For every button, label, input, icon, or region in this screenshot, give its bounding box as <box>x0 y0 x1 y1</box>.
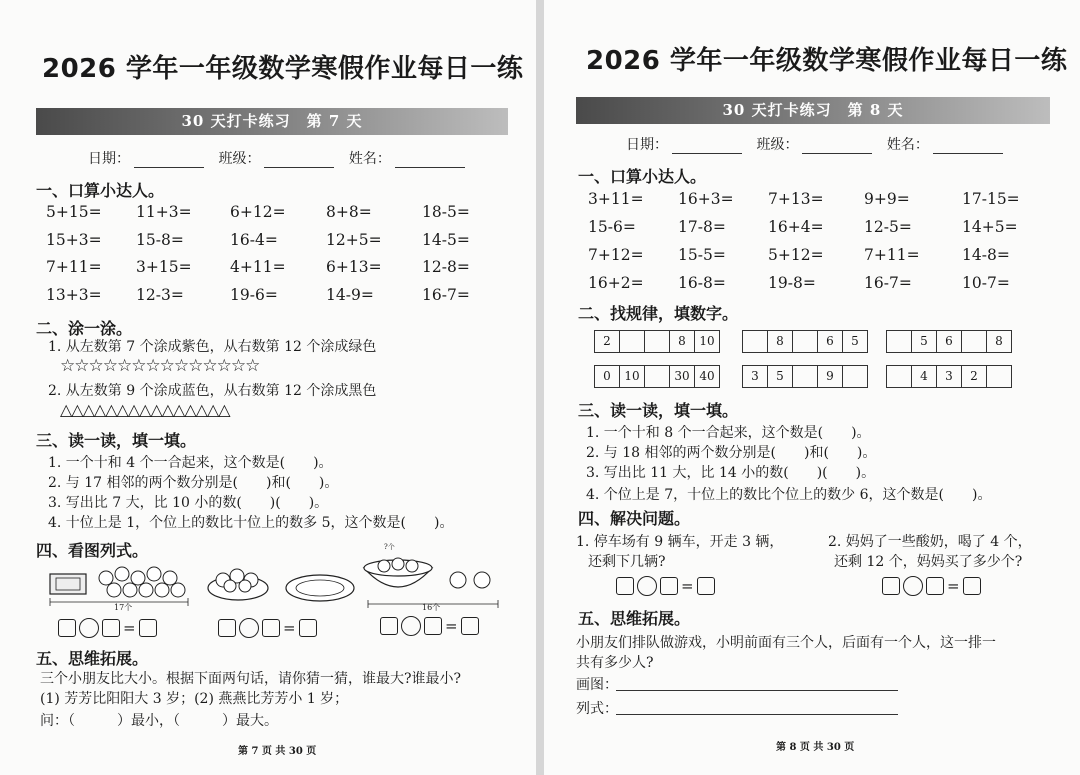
sequence-cell[interactable]: 8 <box>986 331 1011 352</box>
triangle-row[interactable]: △△△△△△△△△△△△△△△ <box>60 400 230 419</box>
worksheet-page-day8 <box>544 0 1080 775</box>
fill-item-1: 1. 一个十和 8 个一合起来，这个数是( )。 <box>586 425 871 441</box>
problem-2-line-1: 2. 妈妈了一些酸奶，喝了 4 个， <box>828 534 1032 550</box>
class-field[interactable] <box>802 139 872 154</box>
sequence-cell[interactable]: 10 <box>619 366 644 387</box>
calc-item[interactable]: 5+15= <box>46 203 102 221</box>
day-banner: 30 天打卡练习 第 7 天 <box>36 108 508 135</box>
calc-item[interactable]: 15+3= <box>46 230 102 249</box>
sequence-cell[interactable] <box>644 366 669 387</box>
calc-item[interactable]: 3+15= <box>136 258 192 276</box>
calc-item[interactable]: 14-8= <box>962 246 1010 264</box>
calc-item[interactable]: 7+13= <box>768 190 824 208</box>
sequence-cell[interactable] <box>887 366 911 387</box>
calc-item[interactable]: 6+12= <box>230 203 286 221</box>
fill-item-2: 2. 与 17 相邻的两个数分别是( )和( )。 <box>48 475 339 491</box>
calc-item[interactable]: 7+11= <box>46 258 102 276</box>
sequence-cell[interactable]: 2 <box>961 366 986 387</box>
operator-circle[interactable] <box>239 618 259 638</box>
equation-boxes-1[interactable]: = <box>58 618 157 638</box>
calc-item[interactable]: 16-8= <box>678 274 726 292</box>
unknown-count-label: ?个 <box>384 543 395 551</box>
calc-item[interactable]: 3+11= <box>588 190 644 208</box>
number-box[interactable] <box>58 619 76 637</box>
sequence-cell[interactable]: 6 <box>936 331 961 352</box>
star-row[interactable]: ☆☆☆☆☆☆☆☆☆☆☆☆☆☆ <box>60 356 260 376</box>
thinking-line-2: (1) 芳芳比阳阳大 3 岁；(2) 燕燕比芳芳小 1 岁； <box>40 691 349 707</box>
sequence-cell[interactable] <box>792 331 817 352</box>
calc-item[interactable]: 17-15= <box>962 190 1020 208</box>
section-1-title: 一、口算小达人。 <box>578 167 707 186</box>
answer-box[interactable] <box>963 577 981 595</box>
fill-item-4: 4. 个位上是 7，十位上的数比个位上的数少 6，这个数是( )。 <box>586 487 992 503</box>
sequence-cell[interactable]: 30 <box>669 366 694 387</box>
fill-item-1: 1. 一个十和 4 个一合起来，这个数是( )。 <box>48 455 333 471</box>
thinking-line-1: 小朋友们排队做游戏，小明前面有三个人，后面有一个人，这一排一 <box>576 635 996 651</box>
section-2-title: 二、涂一涂。 <box>36 319 133 338</box>
section-5-title: 五、思维拓展。 <box>36 649 149 668</box>
sequence-cell[interactable]: 5 <box>911 331 936 352</box>
number-box[interactable] <box>218 619 236 637</box>
sequence-cell[interactable]: 6 <box>817 331 842 352</box>
operator-circle[interactable] <box>401 616 421 636</box>
calc-item[interactable]: 8+8= <box>326 203 372 221</box>
number-sequence <box>742 365 868 388</box>
name-field[interactable] <box>933 139 1003 154</box>
section-1-title: 一、口算小达人。 <box>36 181 165 200</box>
drawing-answer-line[interactable] <box>616 674 898 691</box>
calc-item[interactable]: 9+9= <box>864 190 910 208</box>
section-2-title: 二、找规律，填数字。 <box>578 304 739 323</box>
number-sequence <box>886 330 1012 353</box>
calc-item[interactable]: 13+3= <box>46 285 102 304</box>
coloring-question-2: 2. 从左数第 9 个涂成蓝色，从右数第 12 个涂成黑色 <box>48 383 377 399</box>
operator-circle[interactable] <box>79 618 99 638</box>
sequence-cell[interactable]: 5 <box>842 331 867 352</box>
problem-1-line-2: 还剩下几辆? <box>588 554 666 570</box>
student-info-row: 日期： 班级： 姓名： <box>88 148 475 168</box>
coloring-question-1: 1. 从左数第 7 个涂成紫色，从右数第 12 个涂成绿色 <box>48 339 377 355</box>
sequence-cell[interactable]: 2 <box>603 334 611 348</box>
problem-1-line-1: 1. 停车场有 9 辆车，开走 3 辆， <box>576 534 784 550</box>
class-field[interactable] <box>264 153 334 168</box>
name-field[interactable] <box>395 153 465 168</box>
operator-circle[interactable] <box>903 576 923 596</box>
thinking-line-1: 三个小朋友比大小。根据下面两句话，请你猜一猜，谁最大?谁最小? <box>40 671 462 687</box>
section-4-title: 四、看图列式。 <box>36 541 149 560</box>
thinking-line-2: 共有多少人? <box>576 655 654 671</box>
calc-item[interactable]: 19-6= <box>230 285 278 304</box>
calc-item[interactable]: 18-5= <box>422 203 470 221</box>
total-16-label: 16个 <box>422 603 441 612</box>
fill-item-3: 3. 写出比 11 大，比 14 小的数( )( )。 <box>586 465 876 481</box>
page-number: 第 7 页 共 30 页 <box>238 746 317 757</box>
number-box[interactable] <box>882 577 900 595</box>
sequence-cell[interactable] <box>792 366 817 387</box>
number-box[interactable] <box>424 617 442 635</box>
page-title: 2026 学年一年级数学寒假作业每日一练 <box>586 46 1068 76</box>
calc-item[interactable]: 16+2= <box>588 274 644 292</box>
answer-box[interactable] <box>697 577 715 595</box>
number-sequence <box>594 365 720 388</box>
calc-item[interactable]: 7+11= <box>864 246 920 264</box>
calc-item[interactable]: 11+3= <box>136 203 192 221</box>
number-box[interactable] <box>660 577 678 595</box>
sequence-cell[interactable] <box>644 331 669 352</box>
calc-item[interactable]: 15-5= <box>678 246 726 264</box>
student-info-row: 日期： 班级： 姓名： <box>626 134 1013 154</box>
sequence-cell[interactable]: 3 <box>936 366 961 387</box>
sequence-cell[interactable]: 5 <box>767 366 792 387</box>
answer-box[interactable] <box>139 619 157 637</box>
number-box[interactable] <box>616 577 634 595</box>
calc-item[interactable]: 16-7= <box>864 274 912 292</box>
answer-box[interactable] <box>299 619 317 637</box>
fill-item-3: 3. 写出比 7 大，比 10 小的数( )( )。 <box>48 495 329 511</box>
number-box[interactable] <box>926 577 944 595</box>
sequence-cell[interactable]: 3 <box>751 369 759 383</box>
number-box[interactable] <box>102 619 120 637</box>
thinking-question[interactable]: 问：（ ）最小，（ ）最大。 <box>40 713 278 729</box>
problem-2-line-2: 还剩 12 个，妈妈买了多少个? <box>834 554 1023 570</box>
calc-item[interactable]: 5+12= <box>768 246 824 264</box>
calc-item[interactable]: 16+3= <box>678 190 734 208</box>
equation-boxes-2[interactable]: = <box>882 576 981 596</box>
number-sequence <box>742 330 868 353</box>
number-box[interactable] <box>380 617 398 635</box>
picture-plates <box>205 560 365 606</box>
equation-boxes-1[interactable]: = <box>616 576 715 596</box>
sequence-cell[interactable] <box>986 366 1011 387</box>
calc-item[interactable]: 4+11= <box>230 258 286 276</box>
formula-label: 列式： <box>576 701 618 717</box>
sequence-cell[interactable] <box>842 366 867 387</box>
calc-item[interactable]: 17-8= <box>678 218 726 236</box>
total-17-label: 17个 <box>114 603 133 612</box>
calc-item[interactable]: 14-5= <box>422 230 470 249</box>
date-field[interactable] <box>134 153 204 168</box>
section-5-title: 五、思维拓展。 <box>578 609 691 628</box>
worksheet-page-day7 <box>0 0 536 775</box>
section-4-title: 四、解决问题。 <box>578 509 691 528</box>
page-title: 2026 学年一年级数学寒假作业每日一练 <box>42 54 524 84</box>
calc-item[interactable]: 12-5= <box>864 218 912 236</box>
answer-box[interactable] <box>461 617 479 635</box>
sequence-cell[interactable]: 8 <box>767 331 792 352</box>
date-field[interactable] <box>672 139 742 154</box>
calc-item[interactable]: 10-7= <box>962 274 1010 292</box>
day-banner: 30 天打卡练习 第 8 天 <box>576 97 1050 124</box>
equation-boxes-2[interactable]: = <box>218 618 317 638</box>
calc-item[interactable]: 12-8= <box>422 258 470 276</box>
number-box[interactable] <box>262 619 280 637</box>
calc-item[interactable]: 14-9= <box>326 285 374 304</box>
section-3-title: 三、读一读，填一填。 <box>36 431 197 450</box>
sequence-cell[interactable]: 9 <box>817 366 842 387</box>
sequence-cell[interactable]: 0 <box>603 369 611 383</box>
number-sequence <box>594 330 720 353</box>
calc-item[interactable]: 12+5= <box>326 230 382 249</box>
sequence-cell[interactable] <box>619 331 644 352</box>
calc-item[interactable]: 15-6= <box>588 218 636 236</box>
formula-answer-line[interactable] <box>616 698 898 715</box>
calc-item[interactable]: 19-8= <box>768 274 816 292</box>
operator-circle[interactable] <box>637 576 657 596</box>
sequence-cell[interactable]: 40 <box>694 366 719 387</box>
calc-item[interactable]: 16+4= <box>768 218 824 236</box>
fill-item-2: 2. 与 18 相邻的两个数分别是( )和( )。 <box>586 445 877 461</box>
equation-boxes-3[interactable]: = <box>380 616 479 636</box>
calc-item[interactable]: 15-8= <box>136 230 184 249</box>
calc-item[interactable]: 12-3= <box>136 285 184 304</box>
calc-item[interactable]: 16-4= <box>230 230 278 249</box>
section-3-title: 三、读一读，填一填。 <box>578 401 739 420</box>
calc-item[interactable]: 14+5= <box>962 218 1018 236</box>
calc-item[interactable]: 7+12= <box>588 246 644 264</box>
sequence-cell[interactable] <box>961 331 986 352</box>
sequence-cell[interactable] <box>887 331 911 352</box>
sequence-cell[interactable]: 4 <box>911 366 936 387</box>
calc-item[interactable]: 6+13= <box>326 258 382 276</box>
fill-item-4: 4. 十位上是 1，个位上的数比十位上的数多 5，这个数是( )。 <box>48 515 454 531</box>
calc-item[interactable]: 16-7= <box>422 285 470 304</box>
page-number: 第 8 页 共 30 页 <box>776 742 855 753</box>
sequence-cell[interactable]: 8 <box>669 331 694 352</box>
sequence-cell[interactable] <box>743 331 767 352</box>
sequence-cell[interactable]: 10 <box>694 331 719 352</box>
number-sequence <box>886 365 1012 388</box>
drawing-label: 画图： <box>576 677 618 693</box>
